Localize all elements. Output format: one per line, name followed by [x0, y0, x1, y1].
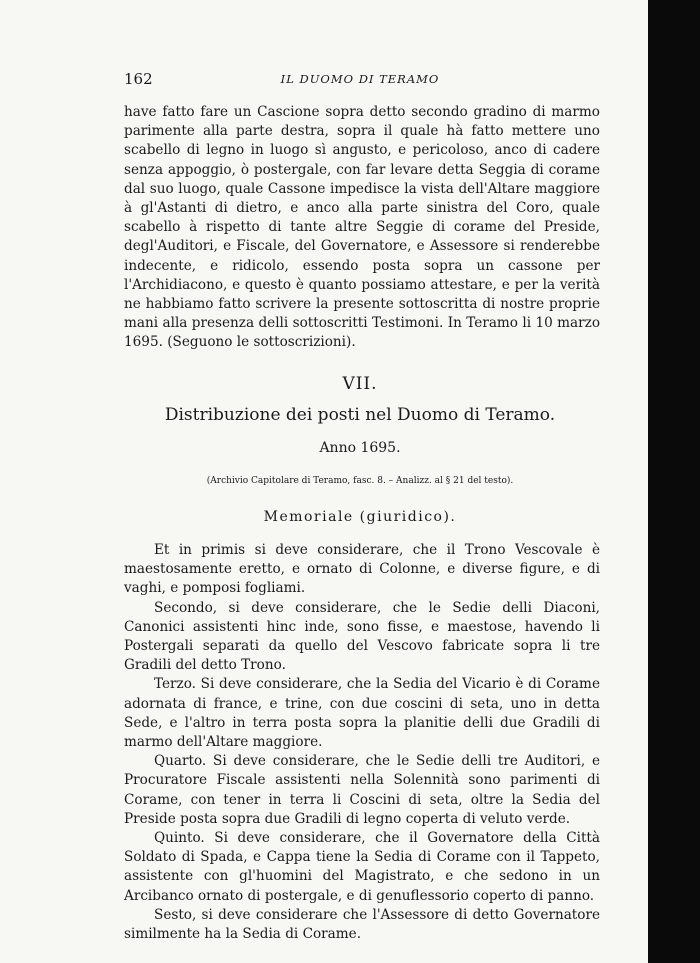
section-title: Distribuzione dei posti nel Duomo di Teramo. [164, 405, 556, 425]
section-number: VII. [342, 374, 378, 394]
continuation-paragraph: have fatto fare un Cascione sopra detto secondo gradino di marmo parimente alla parte destra, sopra il quale hà fatto mettere uno scabello di legno in luogo sì angusto, e pericoloso, anco di cadere senza appoggio, ò postergale, con far levare detta Seggia di corame dal suo luogo, quale Cassone impedisce la vista dell'Altare maggiore à gl'Astanti di dietro, e anco alla parte sinistra del Coro, quale scabello à rispetto di tante altre Seggie di corame del Preside, degl'Auditori, e Fiscale, del Governatore, e Assessore si renderebbe indecente, e ridicolo, essendo posta sopra un cassone per l'Archidiacono, e questo è quanto possiamo attestare, e per la verità ne habbiamo fatto scrivere la presente sottoscritta di nostre proprie mani alla presenza delli sottoscritti Testimoni. In Teramo li 10 marzo 1695. (Seguono le sottoscrizioni). [124, 104, 600, 351]
paragraph-quinto: Quinto. Si deve considerare, che il Governatore della Città Soldato di Spada, e Cappa tiene la Sedia di Corame con il Tappeto, assistente con gl'huomini del Magistrato, e che sedono in un Arcibanco ornato di postergale, e di genuflessorio coperto di panno. [124, 830, 600, 904]
paragraph-quarto: Quarto. Si deve considerare, che le Sedie delli tre Auditori, e Procuratore Fiscale assistenti nella Solennità sono parimenti di Corame, con tener in terra li Coscini di seta, oltre la Sedia del Preside posta sopra due Gradili di legno coperta di veluto verde. [124, 753, 600, 827]
memorial-title: Memoriale (giuridico). [263, 509, 457, 525]
running-title: IL DUOMO DI TERAMO [280, 72, 440, 86]
paragraph-sesto: Sesto, si deve considerare che l'Assessore di detto Governatore similmente ha la Sedia di Corame. [124, 906, 600, 943]
section-year: Anno 1695. [319, 440, 401, 456]
scan-dark-edge [648, 0, 700, 963]
page-number: 162 [124, 70, 153, 88]
paragraph-terzo: Terzo. Si deve considerare, che la Sedia del Vicario è di Corame adornata di france, e trine, con due coscini di seta, uno in detta Sede, e l'altro in terra posta sopra la planitie delli due Gradili di marmo dell'Altare maggiore. [124, 676, 600, 751]
page-header [120, 70, 600, 92]
continuation-paragraph-block [124, 103, 600, 353]
paragraph-primo: Et in primis si deve considerare, che il Trono Vescovale è maestosamente eretto, e ornato di Colonne, e diverse figure, e di vaghi, e pomposi fogliami. [124, 542, 600, 597]
archive-reference: (Archivio Capitolare di Teramo, fasc. 8. – Analizz. al § 21 del testo). [206, 476, 514, 486]
memorial-body [124, 541, 600, 944]
paragraph-secondo: Secondo, si deve considerare, che le Sedie delli Diaconi, Canonici assistenti hinc inde, sono fisse, e maestose, havendo li Postergali separati da quello del Vescovo fabricate sopra li tre Gradili del detto Trono. [124, 599, 600, 674]
